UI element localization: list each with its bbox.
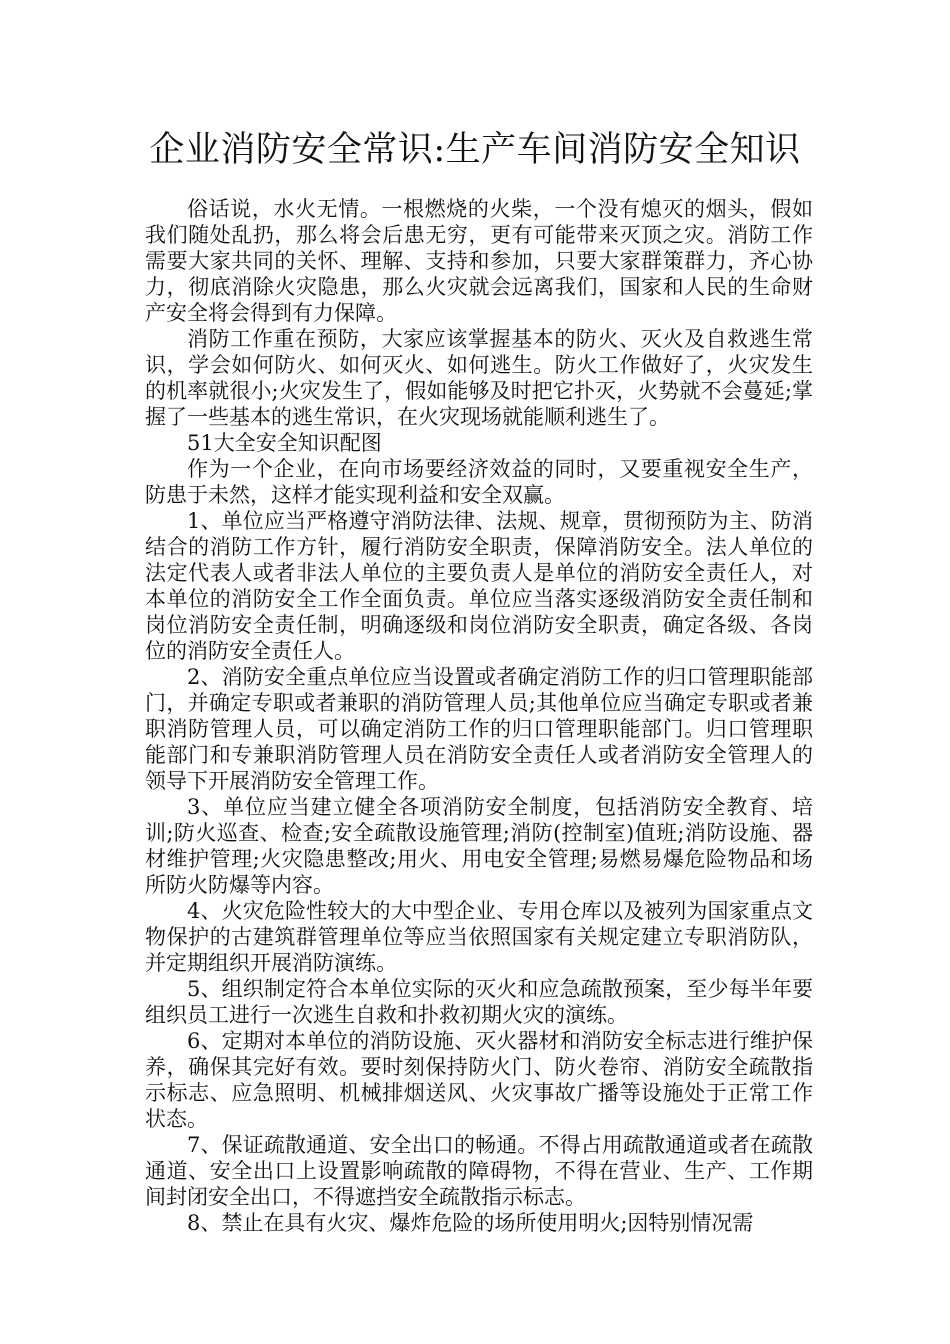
paragraph-item-6: 6、定期对本单位的消防设施、灭火器材和消防安全标志进行维护保养，确保其完好有效。要时刻保持防火门、防火卷帘、消防安全疏散指示标志、应急照明、机械排烟送风、火灾事故广播等设施处于正常工作状态。 [145,1029,813,1131]
paragraph-enterprise: 作为一个企业，在向市场要经济效益的同时，又要重视安全生产，防患于未然，这样才能实现利益和安全双赢。 [145,457,813,507]
document-title: 企业消防安全常识:生产车间消防安全知识 [149,130,801,170]
paragraph-item-1: 1、单位应当严格遵守消防法律、法规、规章，贯彻预防为主、防消结合的消防工作方针，履行消防安全职责，保障消防安全。法人单位的法定代表人或者非法人单位的主要负责人是单位的消防安全责任人，对本单位的消防安全工作全面负责。单位应当落实逐级消防安全责任制和岗位消防安全责任制，明确逐级和岗位消防安全职责，确定各级、各岗位的消防安全责任人。 [145,509,813,663]
document-body [145,196,813,1236]
paragraph-item-5: 5、组织制定符合本单位实际的灭火和应急疏散预案，至少每半年要组织员工进行一次逃生自救和扑救初期火灾的演练。 [145,977,813,1027]
paragraph-item-8: 8、禁止在具有火灾、爆炸危险的场所使用明火;因特别情况需 [187,1211,754,1235]
paragraph-item-7: 7、保证疏散通道、安全出口的畅通。不得占用疏散通道或者在疏散通道、安全出口上设置影响疏散的障碍物，不得在营业、生产、工作期间封闭安全出口，不得遮挡安全疏散指示标志。 [145,1133,813,1209]
paragraph-item-2: 2、消防安全重点单位应当设置或者确定消防工作的归口管理职能部门，并确定专职或者兼职的消防管理人员;其他单位应当确定专职或者兼职消防管理人员，可以确定消防工作的归口管理职能部门。归口管理职能部门和专兼职消防管理人员在消防安全责任人或者消防安全管理人的领导下开展消防安全管理工作。 [145,665,813,793]
paragraph-item-4: 4、火灾危险性较大的大中型企业、专用仓库以及被列为国家重点文物保护的古建筑群管理单位等应当依照国家有关规定建立专职消防队，并定期组织开展消防演练。 [145,899,813,975]
paragraph-item-3: 3、单位应当建立健全各项消防安全制度，包括消防安全教育、培训;防火巡查、检查;安全疏散设施管理;消防(控制室)值班;消防设施、器材维护管理;火灾隐患整改;用火、用电安全管理;易燃易爆危险物品和场所防火防爆等内容。 [145,795,813,897]
paragraph-intro: 俗话说，水火无情。一根燃烧的火柴，一个没有熄灭的烟头，假如我们随处乱扔，那么将会后患无穷，更有可能带来灭顶之灾。消防工作需要大家共同的关怀、理解、支持和参加，只要大家群策群力，齐心协力，彻底消除火灾隐患，那么火灾就会远离我们，国家和人民的生命财产安全将会得到有力保障。 [145,197,813,325]
paragraph-prevention: 消防工作重在预防，大家应该掌握基本的防火、灭火及自救逃生常识，学会如何防火、如何灭火、如何逃生。防火工作做好了，火灾发生的机率就很小;火灾发生了，假如能够及时把它扑灭，火势就不会蔓延;掌握了一些基本的逃生常识，在火灾现场就能顺利逃生了。 [145,327,813,429]
paragraph-image-caption: 51大全安全知识配图 [187,431,382,455]
